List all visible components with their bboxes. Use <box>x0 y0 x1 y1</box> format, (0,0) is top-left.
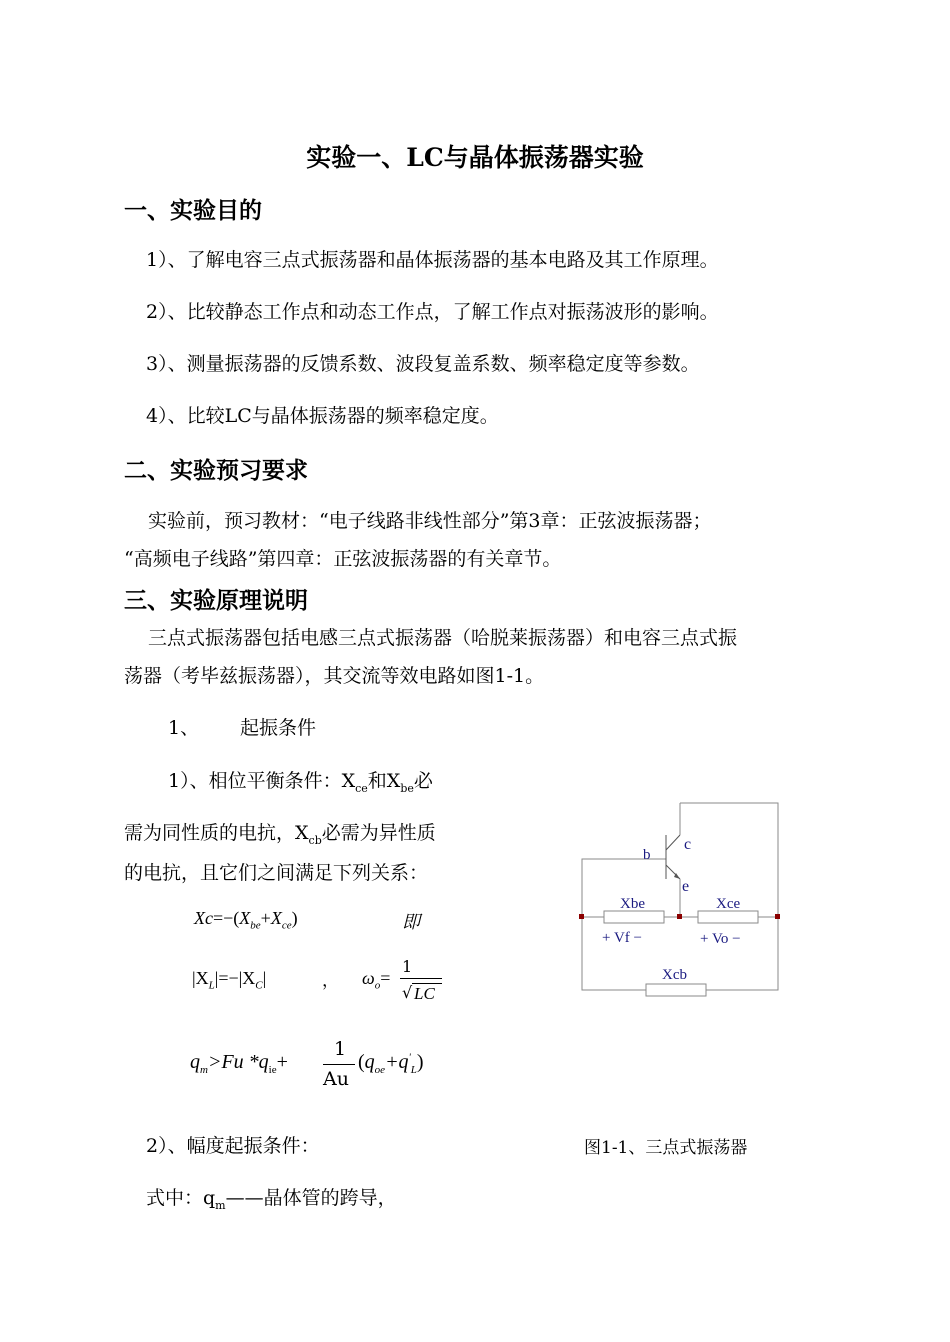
f1-close: ) <box>291 908 298 928</box>
label-xbe: Xbe <box>620 896 645 912</box>
f2-fraction-bar <box>400 978 442 979</box>
f1-plus: + <box>260 908 271 928</box>
f3-den: Au <box>323 1068 349 1090</box>
f2-num: 1 <box>402 957 413 976</box>
objective-item-4: 4）、比较LC与晶体振荡器的频率稳定度。 <box>146 405 499 427</box>
xbe-resistor <box>604 911 664 923</box>
subsection-title: 起振条件 <box>240 717 317 739</box>
f3-q: q <box>190 1051 200 1073</box>
section1-heading: 一、实验目的 <box>124 197 262 224</box>
phase-cont-sub-cb: cb <box>308 833 322 847</box>
f3-sub-L: L <box>410 1064 417 1076</box>
f1-sub-ce: ce <box>281 919 292 932</box>
note-suffix: ——晶体管的跨导， <box>225 1187 397 1209</box>
label-vo: + Vo − <box>700 931 741 947</box>
note-sub-m: m <box>215 1198 226 1212</box>
xcb-resistor <box>646 984 706 996</box>
page-title: 实验一、LC与晶体振荡器实验 <box>306 143 644 172</box>
f2-sqrt-sign: √ <box>402 983 413 1002</box>
section2-para-line1: 实验前，预习教材：“电子线路非线性部分”第3章：正弦波振荡器； <box>148 510 712 532</box>
xce-resistor <box>698 911 758 923</box>
equation-note <box>146 1183 397 1212</box>
objective-item-2: 2）、比较静态工作点和动态工作点，了解工作点对振荡波形的影响。 <box>146 301 719 323</box>
phase-condition-line <box>168 766 433 795</box>
section2-para-line2: “高频电子线路”第四章：正弦波振荡器的有关章节。 <box>124 548 562 570</box>
f3-num: 1 <box>334 1038 347 1060</box>
f2-omega: ω <box>362 968 375 988</box>
formula-reactance-abs <box>192 968 266 992</box>
f2-sub-C: C <box>255 979 263 992</box>
formula-reactance-sum <box>194 908 298 932</box>
phase-condition-cont2: 的电抗，且它们之间满足下列关系： <box>124 862 429 884</box>
section2-heading: 二、实验预习要求 <box>124 457 308 484</box>
f3-plus: + <box>276 1051 288 1073</box>
phase-suffix: 必 <box>413 770 433 792</box>
f2-eq: = <box>380 968 391 988</box>
f3-sub-ie: ie <box>268 1064 277 1076</box>
f1-x1: X <box>239 908 251 928</box>
section3-para-line1: 三点式振荡器包括电感三点式振荡器（哈脱莱振荡器）和电容三点式振 <box>148 627 738 649</box>
f1-x2: X <box>270 908 282 928</box>
label-xcb: Xcb <box>662 967 687 983</box>
section3-para-line2: 荡器（考毕兹振荡器），其交流等效电路如图1-1。 <box>124 665 545 687</box>
f3-sub-m: m <box>200 1064 208 1076</box>
f3-prime: ' <box>408 1052 411 1064</box>
phase-cont-suffix: 必需为异性质 <box>321 822 436 844</box>
phase-mid: 和X <box>367 770 401 792</box>
formula-omega <box>362 968 390 992</box>
f3-q2: q <box>364 1051 375 1073</box>
label-b: b <box>643 847 651 863</box>
f2-comma: ， <box>322 971 339 991</box>
f3-plus2: +q <box>385 1051 409 1073</box>
objective-item-1: 1）、了解电容三点式振荡器和晶体振荡器的基本电路及其工作原理。 <box>146 249 719 271</box>
f2-left: |X <box>192 968 209 988</box>
f2-mid: |=−|X <box>214 968 256 988</box>
f3-star: *q <box>248 1051 269 1073</box>
amplitude-condition: 2）、幅度起振条件： <box>146 1135 320 1157</box>
section3-heading: 三、实验原理说明 <box>124 587 308 614</box>
phase-condition-cont <box>124 818 436 847</box>
f3-open: ( <box>358 1051 365 1073</box>
f3-fraction-bar <box>323 1064 355 1065</box>
label-c: c <box>684 836 692 853</box>
formula-amplitude-left <box>190 1051 288 1076</box>
note-prefix: 式中：q <box>146 1187 216 1209</box>
node-right <box>775 914 780 919</box>
f3-sub-oe: oe <box>374 1064 386 1076</box>
f1-eq: =−( <box>212 908 240 928</box>
f2-right: | <box>262 968 267 988</box>
f1-sub-be: be <box>250 919 261 932</box>
label-e: e <box>682 878 690 895</box>
objective-item-3: 3）、测量振荡器的反馈系数、波段复盖系数、频率稳定度等参数。 <box>146 353 700 375</box>
f3-gt: >Fu <box>207 1051 244 1073</box>
circuit-diagram <box>570 795 790 1000</box>
subsection-number: 1、 <box>168 717 200 739</box>
label-xce: Xce <box>716 896 741 912</box>
f2-sub-L: L <box>208 979 215 992</box>
figure-caption: 图1-1、三点式振荡器 <box>584 1138 748 1158</box>
phase-prefix: 1）、相位平衡条件：X <box>168 770 356 792</box>
formula-ji: 即 <box>402 912 420 933</box>
phase-cont-prefix: 需为同性质的电抗，X <box>124 822 309 844</box>
node-left <box>579 914 584 919</box>
transistor-collector <box>666 835 680 850</box>
f1-lhs: Xc <box>194 908 213 928</box>
phase-sub-ce: ce <box>355 781 368 795</box>
f2-sub-o: o <box>374 979 381 992</box>
label-vf: + Vf − <box>602 930 642 946</box>
formula-amplitude-right <box>358 1051 424 1076</box>
f3-close: ) <box>416 1051 424 1073</box>
f2-den: LC <box>414 984 435 1003</box>
node-mid <box>677 914 682 919</box>
phase-sub-be: be <box>400 781 414 795</box>
